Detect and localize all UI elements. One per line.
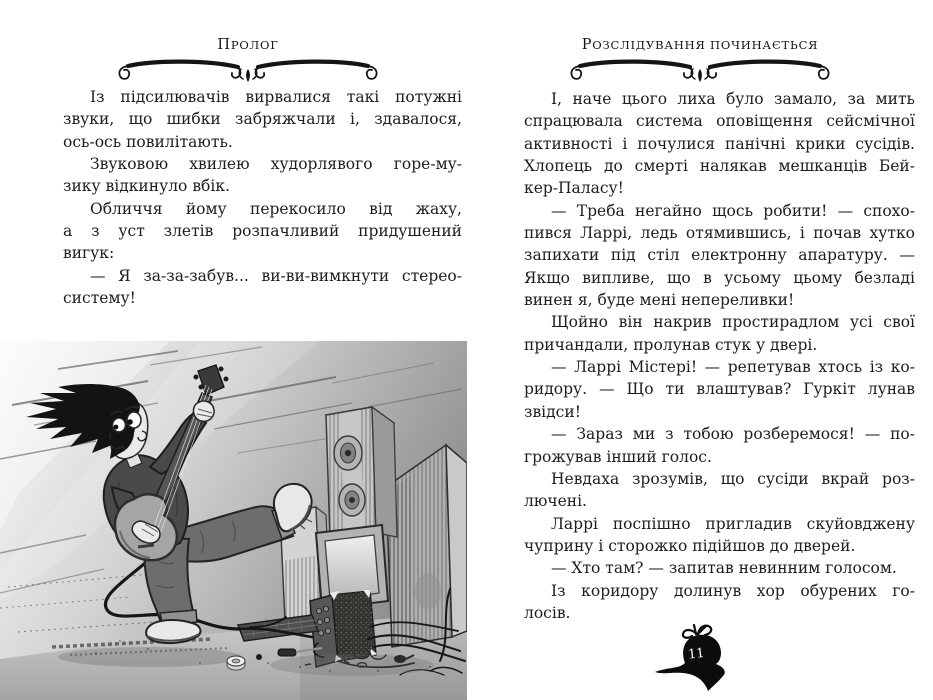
text-line: пився Ларрі, ледь отямившись, і почав хутко xyxy=(524,224,915,243)
text-line: зику відкинуло вбік. xyxy=(63,177,230,196)
text-line: — Я за-за-забув... ви-ви-вимкнути стерео- xyxy=(90,266,462,285)
text-line: спрацювала система оповіщення сейсмічної xyxy=(524,112,915,131)
flourish-divider-icon xyxy=(550,53,850,83)
page-number: 11 xyxy=(687,645,706,663)
text-line: Якщо випливе, що в усьому цьому безладі xyxy=(524,268,915,287)
text-line: — Треба негайно щось робити! — спохо- xyxy=(551,201,915,220)
text-line: Щойно він накрив простирадлом усі свої xyxy=(551,313,915,332)
page-number-badge xyxy=(652,624,738,694)
text-line: звуки, що шибки забряжчали і, здавалося, xyxy=(63,110,462,129)
text-line: ось-ось повилітають. xyxy=(63,132,233,151)
text-line: — Хто там? — запитав невинним голосом. xyxy=(551,559,897,578)
text-line: лючені. xyxy=(524,492,587,511)
detective-hat-icon xyxy=(652,624,738,694)
text-line: Невдаха зрозумів, що сусіди вкрай роз- xyxy=(551,469,915,488)
text-line: Звуковою хвилею худорлявого горе-му- xyxy=(90,155,462,174)
text-line: винен я, буде мені непереливки! xyxy=(524,291,795,310)
guitarist-illustration xyxy=(0,341,467,700)
knob-cap xyxy=(256,654,262,660)
text-line: лосів. xyxy=(524,603,571,622)
text-line: кер-Паласу! xyxy=(524,179,624,198)
text-line: вигук: xyxy=(63,244,115,263)
text-line: причандали, пролунав стук у двері. xyxy=(524,335,818,354)
text-line: активності і почулися панічні крики сусідів. xyxy=(524,134,915,153)
body-text-left xyxy=(63,86,462,309)
text-line: І, наче цього лиха було замало, за мить xyxy=(551,90,915,108)
flourish-divider-icon xyxy=(98,53,398,83)
body-text-right xyxy=(524,88,915,624)
text-line: ридору. — Що ти влаштував? Гуркіт лунав xyxy=(524,380,915,399)
tape-roll xyxy=(227,656,245,670)
chapter-title-right: РОЗСЛІДУВАННЯ ПОЧИНАЄТЬСЯ xyxy=(581,37,819,53)
text-line: — Ларрі Містері! — репетував хтось із ко- xyxy=(551,358,915,377)
text-line: Із підсилювачів вирвалися такі потужні xyxy=(90,88,462,106)
text-line: Ларрі поспішно пригладив скуйовджену xyxy=(551,514,915,533)
text-line: грожував інший голос. xyxy=(524,447,712,466)
chapter-title-left: ПРОЛОГ xyxy=(217,37,279,53)
speaker-tower-left xyxy=(326,407,397,539)
text-line: запихати під стіл електронну апаратуру. — xyxy=(524,246,915,265)
left-eye xyxy=(113,418,126,432)
text-line: звідси! xyxy=(524,402,581,421)
text-line: а з уст злетів розпачливий придушений xyxy=(63,222,462,241)
text-line: Хлопець до смерті налякав мешканців Бей- xyxy=(524,157,915,176)
text-line: чуприну і сторожко підійшов до дверей. xyxy=(524,536,856,555)
text-line: Обличчя йому перекосило від жаху, xyxy=(90,199,462,218)
text-line: — Зараз ми з тобою розберемося! — по- xyxy=(551,425,915,444)
right-page xyxy=(467,0,933,700)
text-line: Із коридору долинув хор обурених го- xyxy=(551,581,915,600)
text-line: систему! xyxy=(63,289,136,308)
right-hand xyxy=(194,401,215,421)
